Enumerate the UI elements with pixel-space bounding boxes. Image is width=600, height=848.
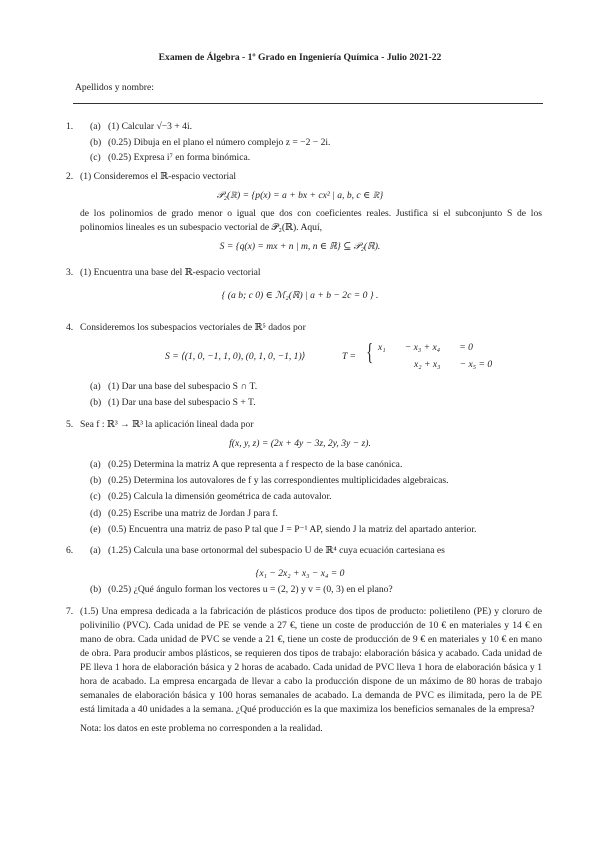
q1b-text: (0.25) Dibuja en el plano el número complejo z = −2 − 2i. — [108, 137, 331, 148]
q5-intro: Sea f : ℝ³ → ℝ³ la aplicación lineal dada por — [80, 419, 254, 430]
q5d-text: (0.25) Escribe una matriz de Jordan J para f. — [108, 508, 278, 519]
q1a-text: (1) Calcular √−3 + 4i. — [108, 121, 193, 132]
q7-note: Nota: los datos en este problema no corresponden a la realidad. — [80, 723, 323, 734]
q2-formula-p2: 𝒫₂(ℝ) = {p(x) = a + bx + cx² | a, b, c ∈ ℝ} — [216, 190, 384, 201]
q6a-text: (1.25) Calcula una base ortonormal del subespacio U de ℝ⁴ cuya ecuación cartesiana es — [108, 545, 445, 556]
q3-formula: { (a b; c 0) ∈ ℳ₂(ℝ) | a + b − 2c = 0 } . — [221, 290, 379, 301]
q1c-text: (0.25) Expresa i⁷ en forma binómica. — [108, 152, 251, 163]
q6b-label: (b) — [90, 584, 102, 595]
q1-number: 1. — [66, 121, 74, 132]
q4-t-eq1: x₁ − x₃ + x₄ = 0 — [378, 342, 473, 353]
q7-number: 7. — [66, 606, 74, 617]
q4-subspace-t-label: T = — [342, 351, 357, 362]
q5a-text: (0.25) Determina la matriz A que representa a f respecto de la base canónica. — [108, 459, 403, 470]
q2-text: de los polinomios de grado menor o igual que dos con coeficientes reales. Justifica si el subconjunto S de los polinomios lineales es un subespacio vectorial de 𝒫₂(ℝ). Aquí, — [80, 208, 542, 233]
q6-formula: {x₁ − 2x₂ + x₃ − x₄ = 0 — [255, 568, 345, 579]
q6-number: 6. — [66, 545, 74, 556]
name-line — [73, 103, 543, 104]
q5b-label: (b) — [90, 475, 102, 486]
q3-number: 3. — [66, 267, 74, 278]
q1c-label: (c) — [90, 152, 101, 163]
q1b-label: (b) — [90, 137, 102, 148]
q4a-label: (a) — [90, 381, 101, 392]
q4-intro: Consideremos los subespacios vectoriales de ℝ⁵ dados por — [80, 322, 306, 333]
q5e-label: (e) — [90, 524, 101, 535]
q1a-label: (a) — [90, 121, 101, 132]
q4-t-eq2: x₂ + x₃ − x₅ = 0 — [414, 359, 493, 370]
q2-body — [80, 207, 542, 253]
q5b-text: (0.25) Determina los autovalores de f y las correspondientes multiplicidades algebraicas. — [108, 475, 449, 486]
q4-number: 4. — [66, 322, 74, 333]
q5c-text: (0.25) Calcula la dimensión geométrica de cada autovalor. — [108, 491, 332, 502]
q7-body — [80, 605, 542, 735]
name-label: Apellidos y nombre: — [75, 82, 154, 93]
exam-title: Examen de Álgebra - 1º Grado en Ingeniería Química - Julio 2021-22 — [158, 52, 442, 63]
q5c-label: (c) — [90, 491, 101, 502]
q4-subspace-s: S = ⟨(1, 0, −1, 1, 0), (0, 1, 0, −1, 1)⟩ — [165, 351, 306, 362]
q5e-text: (0.5) Encuentra una matriz de paso P tal que J = P⁻¹ AP, siendo J la matriz del apartado anterior. — [108, 524, 477, 535]
q6b-text: (0.25) ¿Qué ángulo forman los vectores u = (2, 2) y v = (0, 3) en el plano? — [108, 584, 393, 595]
q5a-label: (a) — [90, 459, 101, 470]
q4b-label: (b) — [90, 397, 102, 408]
q5-formula: f(x, y, z) = (2x + 4y − 3z, 2y, 3y − z). — [229, 438, 371, 449]
q4a-text: (1) Dar una base del subespacio S ∩ T. — [108, 381, 258, 392]
q7-text: (1.5) Una empresa dedicada a la fabricación de plásticos produce dos tipos de producto: polietileno (PE) y cloruro de polivinilio (PVC). Cada unidad de PE se vende a 27 €, tiene un coste de producción de 10 € en materiales y 14 € en mano de obra. Cada unidad de PVC se vende a 21 €, tiene un coste de producción de 9 € en materiales y 10 € en mano de obra. Para producir ambos plásticos, se requieren dos tipos de trabajo: elaboración básica y acabado. Cada unidad de PE lleva 1 hora de elaboración básica y 2 horas de acabado. Cada unidad de PVC lleva 1 hora de elaboración básica y 1 hora de acabado. La empresa encargada de llevar a cabo la producción dispone de un máximo de 80 horas de trabajo semanales de elaboración básica y 100 horas semanales de acabado. La demanda de PVC es ilimitada, pero la de PE está limitada a 40 unidades a la semana. ¿Qué producción es la que maximiza los beneficios semanales de la empresa? — [80, 606, 542, 715]
q3-intro: (1) Encuentra una base del ℝ-espacio vectorial — [80, 267, 261, 278]
brace-icon: { — [366, 340, 374, 366]
q2-formula-s: S = {q(x) = mx + n | m, n ∈ ℝ} ⊆ 𝒫₂(ℝ). — [219, 241, 381, 252]
q4b-text: (1) Dar una base del subespacio S + T. — [108, 397, 256, 408]
q5-number: 5. — [66, 419, 74, 430]
q2-number: 2. — [66, 171, 74, 182]
q5d-label: (d) — [90, 508, 102, 519]
q6a-label: (a) — [90, 545, 101, 556]
q2-intro: (1) Consideremos el ℝ-espacio vectorial — [80, 171, 237, 182]
